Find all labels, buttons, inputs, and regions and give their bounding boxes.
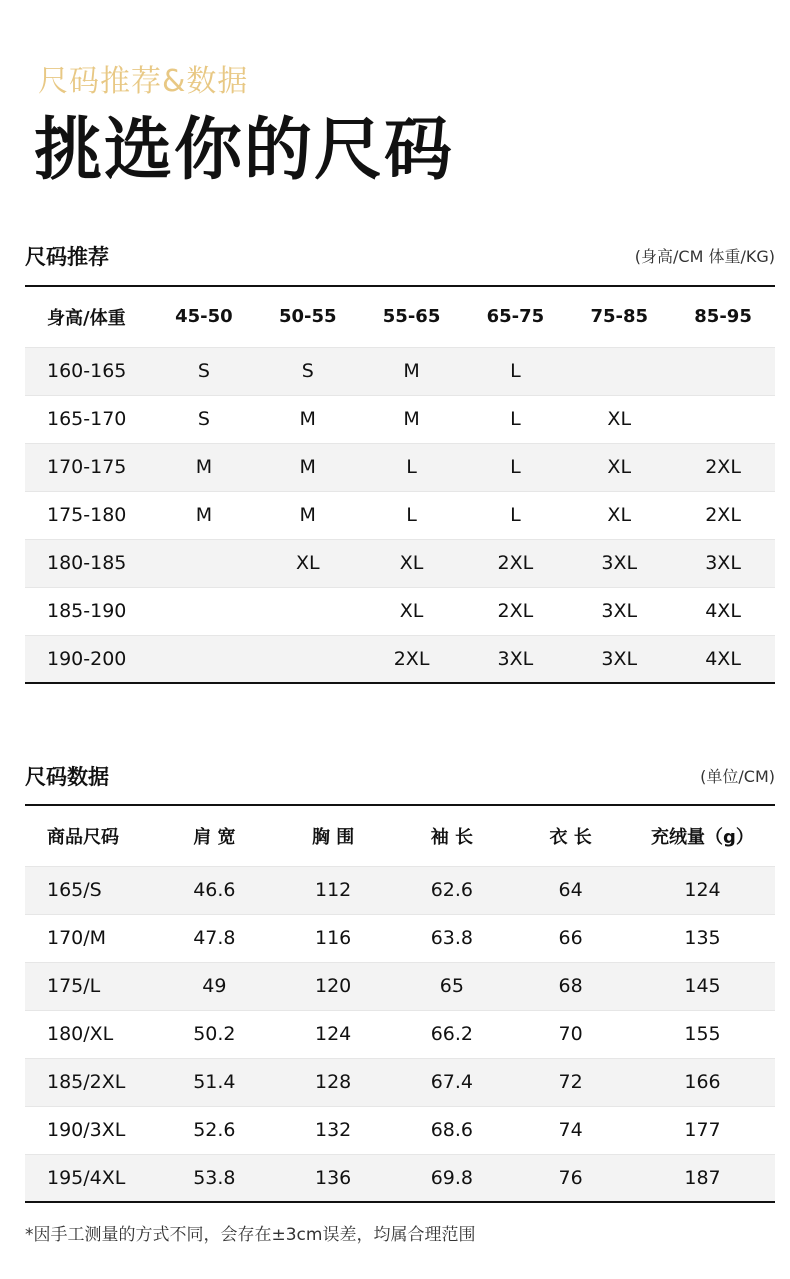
footnote: *因手工测量的方式不同，会存在±3cm误差，均属合理范围 [25,1225,476,1245]
table-header-row [25,805,775,866]
table-cell: 190-200 [47,647,127,670]
table-cell: 2XL [497,600,534,622]
table-cell: 72 [558,1071,583,1093]
table-cell: 175-180 [47,504,127,526]
table-cell: 62.6 [430,879,474,901]
table-row [25,635,775,683]
table-cell: 66.2 [430,1023,474,1045]
table-cell: 175/L [47,975,101,997]
table-cell: 2XL [705,504,741,526]
table-cell [256,635,360,683]
table-cell [152,635,256,683]
table-cell: 2XL [705,456,741,478]
table-cell: 52.6 [193,1119,236,1141]
table-cell: 155 [684,1023,721,1045]
table-header-row [25,286,775,347]
table-cell [671,395,775,443]
table-cell: L [510,360,521,382]
table-cell: 120 [314,975,352,997]
table-cell: M [299,504,316,526]
table-cell: 3XL [601,552,638,574]
table-cell: 170/M [47,927,107,949]
table-cell: 185/2XL [47,1071,126,1093]
table-cell: 160-165 [47,360,127,382]
table-cell: 53.8 [193,1166,236,1189]
table-cell: L [406,456,417,478]
table-cell: M [403,408,420,430]
page-eyebrow: 尺码推荐&数据 [38,64,249,99]
table-cell: 132 [314,1119,352,1141]
table-cell: 177 [684,1119,721,1141]
table-cell: 180-185 [47,552,127,574]
table-row [25,1154,775,1202]
table-cell: M [195,456,213,478]
page-title: 挑选你的尺码 [34,111,455,190]
table-cell: 65 [439,975,464,997]
table-cell: 165/S [47,879,102,901]
table-cell: 112 [314,879,352,901]
table-cell [671,347,775,395]
table-cell: 166 [684,1071,721,1093]
table-cell: L [406,504,417,526]
table-cell: 3XL [601,600,638,622]
size-data-title: 尺码数据 [25,765,109,789]
column-header: 胸 围 [311,826,355,848]
table-cell: 68 [558,975,583,997]
table-cell: XL [607,408,632,430]
table-cell: 74 [558,1119,583,1141]
table-cell: 3XL [601,647,638,670]
table-cell: XL [295,552,320,574]
table-cell: M [299,456,316,478]
recommendation-unit: (身高/CM 体重/KG) [634,247,775,266]
recommendation-title: 尺码推荐 [25,245,109,269]
table-row [25,1106,775,1154]
table-cell [567,347,671,395]
column-header: 55-65 [382,306,441,328]
column-header: 身高/体重 [47,307,126,329]
table-row [25,1058,775,1106]
table-row [25,443,775,491]
table-cell: 124 [314,1023,352,1045]
table-cell: 47.8 [193,927,236,949]
table-cell: 51.4 [193,1071,236,1093]
table-cell: XL [399,552,424,574]
table-cell: 63.8 [430,927,474,949]
table-cell: 49 [202,975,227,997]
column-header: 65-75 [486,306,545,328]
table-cell: 66 [558,927,583,949]
table-cell: 69.8 [430,1166,474,1189]
table-cell: S [197,408,210,430]
size-data-table [25,804,775,1203]
table-row [25,962,775,1010]
column-header: 肩 宽 [193,826,236,848]
table-cell [152,587,256,635]
table-cell: 68.6 [430,1119,474,1141]
table-cell: 3XL [705,552,741,574]
table-cell: M [195,504,213,526]
table-cell: 116 [314,927,352,949]
table-cell: 76 [558,1166,583,1189]
table-cell: M [403,360,420,382]
table-cell: 4XL [705,647,741,670]
table-cell [256,587,360,635]
table-cell: L [510,504,521,526]
table-cell: 170-175 [47,456,127,478]
table-cell: 50.2 [193,1023,236,1045]
table-cell: M [299,408,316,430]
column-header: 45-50 [175,306,233,328]
table-cell: L [510,456,521,478]
table-cell: 195/4XL [47,1166,126,1189]
table-cell: 2XL [393,647,430,670]
column-header: 袖 长 [430,826,474,848]
table-cell: 190/3XL [47,1119,126,1141]
table-cell: 135 [684,927,721,949]
size-recommendation-table [25,285,775,684]
table-row [25,866,775,914]
table-cell: XL [399,600,424,622]
table-row [25,491,775,539]
table-cell: 180/XL [47,1023,114,1045]
table-cell [152,539,256,587]
table-row [25,539,775,587]
table-cell: 64 [558,879,583,901]
table-cell: 187 [684,1166,721,1189]
table-cell: S [301,360,314,382]
table-row [25,587,775,635]
table-cell: 2XL [497,552,534,574]
size-data-unit: (单位/CM) [700,767,775,786]
column-header: 75-85 [590,306,649,328]
table-cell: 4XL [705,600,741,622]
table-row [25,914,775,962]
table-cell: 185-190 [47,600,127,622]
table-cell: 46.6 [193,879,236,901]
table-cell: 67.4 [430,1071,474,1093]
table-row [25,1010,775,1058]
table-cell: 136 [314,1166,352,1189]
column-header: 衣 长 [549,826,592,848]
table-cell: 3XL [497,647,534,670]
column-header: 商品尺码 [47,826,119,848]
table-cell: 165-170 [47,408,127,430]
table-cell: 70 [558,1023,583,1045]
table-cell: S [197,360,210,382]
table-cell: 128 [314,1071,352,1093]
table-cell: XL [607,456,632,478]
column-header: 充绒量（g） [651,826,754,848]
table-cell: L [510,408,521,430]
column-header: 85-95 [694,306,752,328]
table-cell: 145 [684,975,721,997]
column-header: 50-55 [278,306,337,328]
table-row [25,395,775,443]
table-row [25,347,775,395]
table-cell: 124 [684,879,721,901]
table-cell: XL [607,504,632,526]
